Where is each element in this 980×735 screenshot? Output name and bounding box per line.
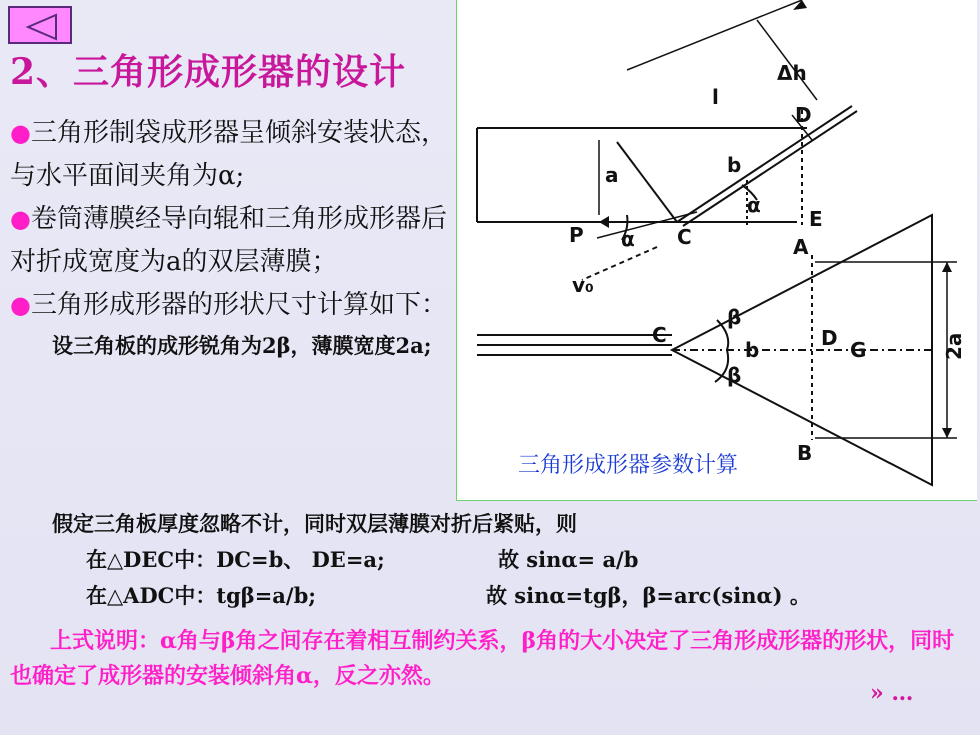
figure-caption: 三角形成形器参数计算 (518, 453, 739, 478)
label-c-top: C (677, 225, 692, 249)
derivation-line-2a: 在△DEC中：DC=b、 DE=a; (86, 547, 385, 572)
label-beta-bottom: β (727, 363, 742, 387)
derivation-line-3b: 故 sinα=tgβ，β=arc(sinα) 。 (486, 583, 811, 608)
bullet-dot-icon: ● (10, 119, 31, 147)
label-alpha-top: α (747, 193, 761, 217)
back-button[interactable] (8, 6, 72, 44)
triangle-left-icon (10, 8, 74, 46)
bullet-item: ●三角形制袋成形器呈倾斜安装状态，与水平面间夹角为α; (10, 118, 447, 191)
derivation-line-1: 假定三角板厚度忽略不计，同时双层薄膜对折后紧贴，则 (52, 511, 577, 536)
bullet-list (10, 112, 450, 363)
label-c-bottom: C (652, 323, 667, 347)
diagram-figure (456, 0, 977, 501)
label-v: v₀ (572, 273, 594, 297)
label-alpha-bottom: α (621, 227, 635, 251)
label-2a: 2a (942, 332, 966, 360)
slide-title: 2、三角形成形器的设计 (10, 51, 407, 93)
former-diagram (457, 0, 977, 500)
label-g: G (850, 338, 867, 362)
label-l: l (712, 85, 719, 109)
label-beta-top: β (727, 305, 742, 329)
label-a-point: A (793, 235, 809, 259)
label-b-bottom: b (745, 338, 760, 362)
conclusion-text: 上式说明：α角与β角之间存在着相互制约关系，β角的大小决定了三角形成形器的形状，同时也确定了成形器的安装倾斜角α，反之亦然。 (10, 628, 955, 689)
derivation-line-2b: 故 sinα= a/b (498, 547, 639, 572)
derivation-line-3a: 在△ADC中：tgβ=a/b; (86, 583, 317, 608)
bullet-dot-icon: ● (10, 291, 31, 319)
label-d-top: D (795, 103, 812, 127)
label-e: E (809, 207, 823, 231)
note-text: 设三角板的成形锐角为2β，薄膜宽度2a; (52, 333, 432, 358)
bullet-item: ●卷筒薄膜经导向辊和三角形成形器后对折成宽度为a的双层薄膜； (10, 204, 447, 277)
label-dh: Δh (777, 61, 807, 85)
bullet-item: ●三角形成形器的形状尺寸计算如下： (10, 290, 447, 320)
label-b-point: B (797, 441, 813, 465)
label-d-bottom: D (821, 326, 838, 350)
next-link[interactable]: » … (870, 680, 914, 706)
bullet-dot-icon: ● (10, 205, 31, 233)
label-b-top: b (727, 153, 742, 177)
label-a: a (605, 163, 619, 187)
label-p: P (569, 223, 584, 247)
